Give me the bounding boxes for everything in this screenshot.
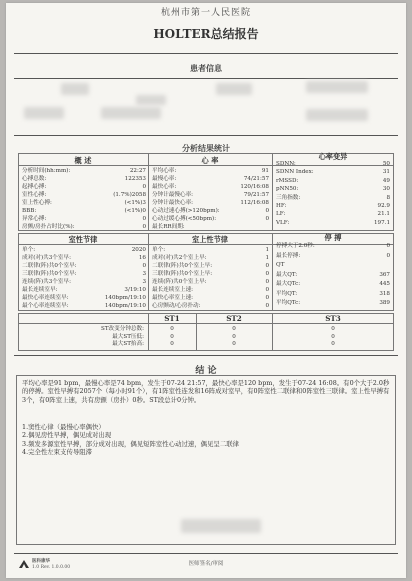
stat-value: 0 [142,224,146,230]
stat-label: 最长连续室上速: [152,287,194,293]
stat-label: 成对(对)共3个室早: [22,255,71,261]
hrv-title: 心率变异 [318,152,348,161]
overview-title: 概 述 [74,156,92,165]
st-value: 0 [170,333,174,340]
stat-label: 平均QT: [276,290,298,297]
stat-value: 197.1 [373,219,390,226]
stat-value: (<1%)3 [124,200,146,206]
stat-value: 0 [142,263,146,269]
physician-signature-label: 医师签名/审阅 [188,561,224,567]
stat-label: 房颤/房扑占时比(%): [22,224,75,230]
stat-label: pNN50: [276,186,299,193]
st-value: 0 [232,326,236,332]
section-conclusion-title: 结 论 [195,366,217,376]
st1-header: ST1 [164,314,180,323]
stat-value: 2020 [131,247,146,253]
stat-label: 最慢心率: [152,176,177,182]
stat-value: 367 [379,271,390,278]
software-version: 1.0 Rev. 1.0.0.00 [32,565,71,570]
stat-value: 0 [265,295,269,301]
stat-label: 三联律(阵)共0个室上早: [152,271,213,277]
conclusion-paragraph: 平均心率是91 bpm，最慢心率是74 bpm，发生于07-24 21:57，最快心率是120 bpm，发生于07-24 16:08。有0个大于2.0秒的停搏。室性早搏有2057个（每小时91个），有1阵室性连发和16阵成对室早，有0阵室性二联律和0阵室性三联律。室上性早搏有3个，有0阵室上速，共有房颤（房扑）0秒。ST段总计0分钟。 [22,379,390,404]
stat-value: 0 [386,243,390,249]
redacted-patient-info [216,83,252,95]
stat-value: 79/21:57 [243,192,269,198]
stat-value: 140bpm/19:10 [104,295,146,301]
stat-value: 0 [265,208,269,214]
stat-label: 最大QTc: [276,281,301,287]
stat-label: 心房颤动/心房扑动: [152,303,201,309]
stat-label: 平均QTc: [276,300,301,306]
stat-label: 最快心率: [152,184,177,190]
stat-label: 连续(阵)共0个室上早: [152,279,207,285]
stat-label: HF: [276,203,287,209]
stat-label: 最快心率连续室早: [22,295,69,301]
stat-value: 0 [265,279,269,285]
stat-value: 3 [142,279,146,285]
stat-label: 最长RR间期: [152,224,185,230]
stat-value: 74/21:57 [243,176,269,182]
stat-value: 22:27 [129,168,146,174]
divider [14,135,398,136]
stat-label: 最快心率室上速: [152,295,194,301]
stat-value: 318 [379,290,390,297]
stat-value: 30 [382,186,390,193]
supraventricular-title: 室上性节律 [192,235,228,244]
st-value: 0 [170,341,174,347]
stat-label: VLF: [276,219,290,226]
stat-label: 心动过速心搏(>120bpm): [152,208,220,214]
stat-value: 140bpm/19:10 [104,303,146,309]
stat-value: 120/16:08 [240,184,269,190]
stat-label: 室性心搏: [22,192,47,198]
divider [14,553,398,554]
conclusion-list [22,423,390,457]
stat-value: (<1%)0 [124,208,146,214]
report-sheet [6,3,406,578]
stat-value: 3/19:10 [124,287,146,293]
section-patient-title: 患者信息 [190,63,222,73]
stat-value: 31 [382,169,390,176]
section-analysis-title: 分析结果统计 [182,143,230,153]
divider [14,78,398,79]
st2-header: ST2 [226,314,242,323]
stat-value: 0 [142,216,146,222]
stat-label: 单个: [152,247,166,253]
divider [272,233,273,311]
stat-value: 16 [138,255,146,261]
stat-label: 心搏总数: [22,176,47,182]
conclusion-item: 3.频发多源室性早搏，部分成对出现，偶见短阵室性心动过速，偶见呈二联律 [22,439,239,448]
stat-label: 最长停搏: [276,252,301,259]
stat-value: 92.9 [377,203,390,209]
redacted-patient-info [61,83,89,95]
stat-value: 0 [386,252,390,259]
stat-label: 分钟计最快心率: [152,200,194,206]
stat-label: 连续(阵)共3个室早: [22,279,71,285]
redacted-patient-info [306,109,368,121]
divider [14,355,398,356]
stat-value: 0 [265,263,269,269]
stat-value: 445 [379,281,390,287]
stat-value: 8 [386,194,390,201]
redacted-patient-info [101,107,161,119]
stat-label: SDNN Index: [276,169,314,176]
st-value: 0 [232,333,236,340]
st-value: 0 [331,333,335,340]
stat-label: SDNN: [276,161,296,167]
stat-label: 最个心率连续室早: [22,303,69,309]
stat-label: 三角指数: [276,194,301,201]
stat-value: 3 [142,271,146,277]
stat-label: QT [276,262,285,268]
stat-label: 最大QT: [276,271,298,278]
divider [18,323,394,324]
stat-label: rMSSD: [276,177,299,184]
stat-value: 49 [382,177,390,184]
stat-label: BBB: [22,208,37,214]
stat-label: 分析时间(hh:mm): [22,168,71,174]
stat-value: 91 [261,168,269,174]
pause-title: 停 搏 [324,233,342,242]
heart-rate-title: 心 率 [201,156,219,165]
stat-label: 异常心搏: [22,216,47,222]
report-title: HOLTER总结报告 [153,27,259,41]
st-value: 0 [232,341,236,347]
conclusion-item: 4.完全性左束支传导阻滞 [22,448,93,457]
divider [14,53,398,54]
st-label: 最大ST压低: [112,333,144,340]
conclusion-item: 2.偶见房性早搏，偶见成对出现 [22,431,112,440]
stat-label: 三联律(阵)共0个室早: [22,271,77,277]
conclusion-item: 1.窦性心律（最慢心率偶快） [22,423,105,431]
stat-value: 122353 [124,176,146,182]
stat-value: 112/16:08 [240,200,269,206]
stat-label: 室上性心搏: [22,200,52,206]
stat-label: 成对(对)共2个室上早: [152,255,207,261]
st-label: 最大ST抬高: [112,341,144,347]
stat-value: 1 [265,247,269,253]
stat-value: (1.7%)2058 [113,192,146,198]
st-label: ST改变分钟总数: [100,326,144,332]
stat-value: 21.1 [377,211,390,218]
stat-label: 二联律(阵)共0个室上早: [152,263,213,269]
st-value: 0 [170,326,174,332]
redacted-patient-info [136,95,166,105]
ventricular-title: 室性节律 [68,235,98,244]
stat-value: 50 [382,161,390,167]
stat-label: 平均心率: [152,168,177,174]
stat-label: 单个: [22,247,36,253]
stat-label: 分钟计最慢心率: [152,192,194,198]
st3-header: ST3 [325,314,341,323]
hospital-name: 杭州市第一人民医院 [160,8,251,18]
redacted-signature [181,519,261,533]
st-value: 0 [331,341,335,347]
stat-value: 0 [265,287,269,293]
divider [272,153,273,231]
stat-value: 0 [265,303,269,309]
stat-label: 心动过缓心搏(<50bpm): [152,216,217,222]
redacted-patient-info [306,81,368,93]
st-value: 0 [331,326,335,332]
stat-label: LF: [276,211,286,218]
stat-value: 0 [265,271,269,277]
stat-value: 389 [379,300,390,306]
company-name: 医科康华 [32,559,50,564]
stat-value: 0 [142,184,146,190]
redacted-patient-info [24,107,64,119]
stat-value: 1 [265,255,269,261]
stat-label: 停搏大于2.0秒: [276,243,315,249]
stat-label: 起搏心搏: [22,184,47,190]
stat-value: 0 [265,216,269,222]
stat-label: 二联律(阵)共0个室早: [22,263,77,269]
stat-label: 最长连续室早: [22,287,58,293]
